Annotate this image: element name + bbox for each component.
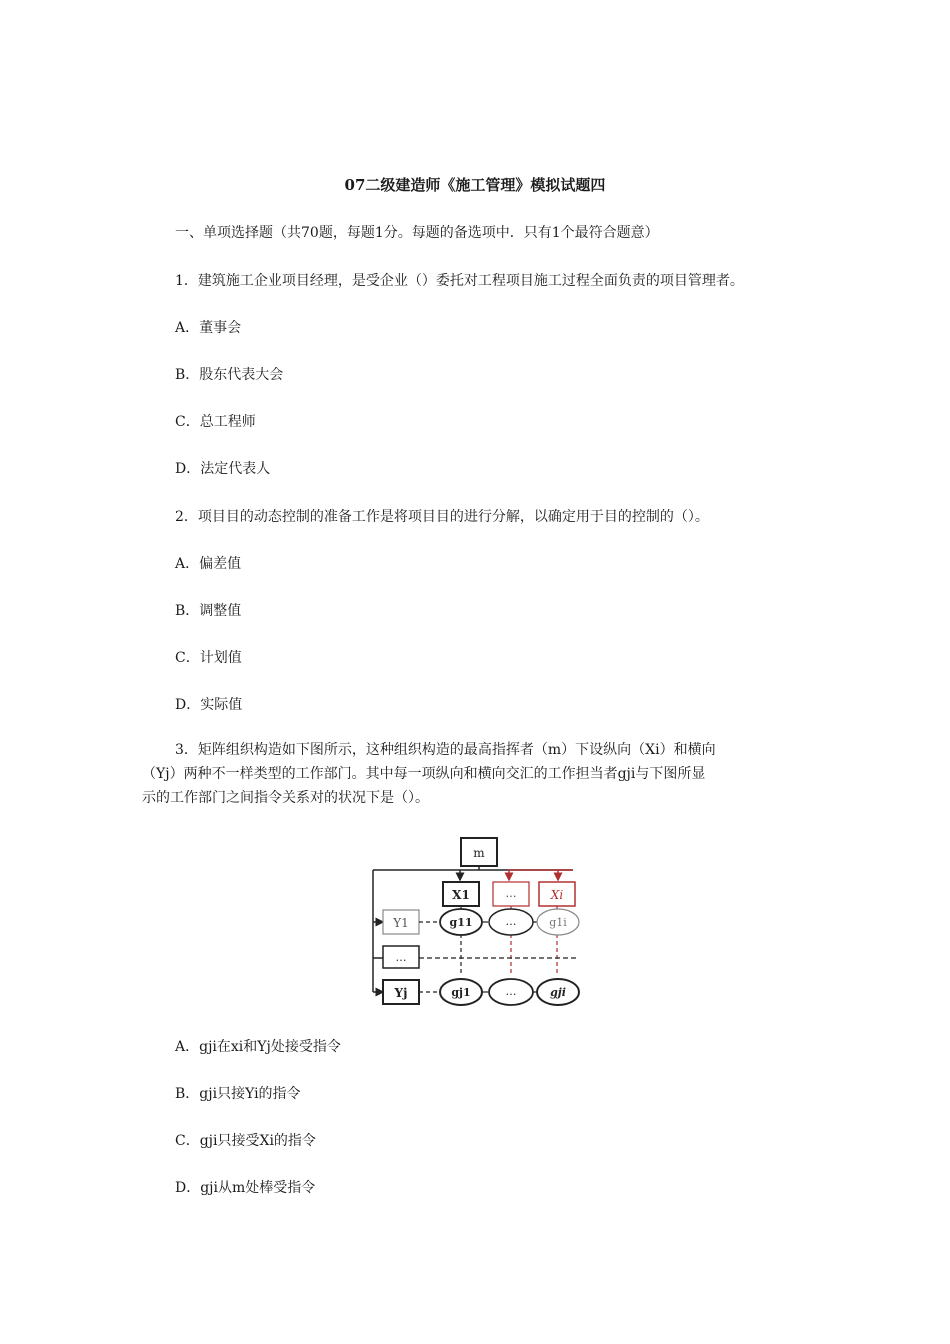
cell-gj1-label: gj1 xyxy=(451,986,471,999)
question-3-stem-line-3: 示的工作部门之间指令关系对的状况下是（）。 xyxy=(142,790,429,806)
question-3-option-a: A．gji在xi和Yj处接受指令 xyxy=(175,1039,341,1055)
box-yj-label: Yj xyxy=(394,986,408,1000)
question-3-option-c: C．gji只接受Xi的指令 xyxy=(175,1133,316,1149)
box-x-ellipsis-label: … xyxy=(505,887,517,900)
question-3-stem xyxy=(142,738,822,810)
box-y1-label: Y1 xyxy=(393,916,409,930)
question-3-option-d: D．gji从m处棒受指令 xyxy=(175,1180,316,1196)
question-3-stem-line-2: （Yj）两种不一样类型的工作部门。其中每一项纵向和横向交汇的工作担当者gji与下图所显 xyxy=(142,766,706,782)
box-x1-label: X1 xyxy=(452,888,470,902)
question-2-option-c: C．计划值 xyxy=(175,650,242,666)
question-1-option-d: D．法定代表人 xyxy=(175,461,271,477)
question-1-option-b: B．股东代表大会 xyxy=(175,367,284,383)
question-2-option-b: B．调整值 xyxy=(175,603,242,619)
cell-g1-ellipsis-label: … xyxy=(505,915,517,928)
question-3-option-b: B．gji只接Yi的指令 xyxy=(175,1086,301,1102)
question-2-option-d: D．实际值 xyxy=(175,697,243,713)
question-3-stem-line-1: 3．矩阵组织构造如下图所示，这种组织构造的最高指挥者（m）下设纵向（Xi）和横向 xyxy=(175,742,716,758)
cell-gji-label: gji xyxy=(550,986,566,999)
box-y-ellipsis-label: … xyxy=(395,951,407,964)
cell-g11-label: g11 xyxy=(449,916,473,929)
matrix-organization-diagram xyxy=(368,834,583,1009)
question-1-option-c: C．总工程师 xyxy=(175,414,256,430)
section-heading: 一、单项选择题（共70题，每题1分。每题的备选项中．只有1个最符合题意） xyxy=(175,225,659,241)
box-m-label: m xyxy=(473,846,485,860)
page-title: 07二级建造师《施工管理》模拟试题四 xyxy=(344,176,606,194)
cell-gj-ellipsis-label: … xyxy=(505,985,517,998)
question-1-stem: 1．建筑施工企业项目经理，是受企业（）委托对工程项目施工过程全面负责的项目管理者。 xyxy=(175,273,744,289)
box-xi-label: Xi xyxy=(550,888,564,902)
question-1-option-a: A．董事会 xyxy=(175,320,242,336)
question-2-stem: 2．项目目的动态控制的准备工作是将项目目的进行分解，以确定用于目的控制的（）。 xyxy=(175,509,709,525)
cell-g1i-label: g1i xyxy=(549,916,567,929)
question-2-option-a: A．偏差值 xyxy=(175,556,242,572)
